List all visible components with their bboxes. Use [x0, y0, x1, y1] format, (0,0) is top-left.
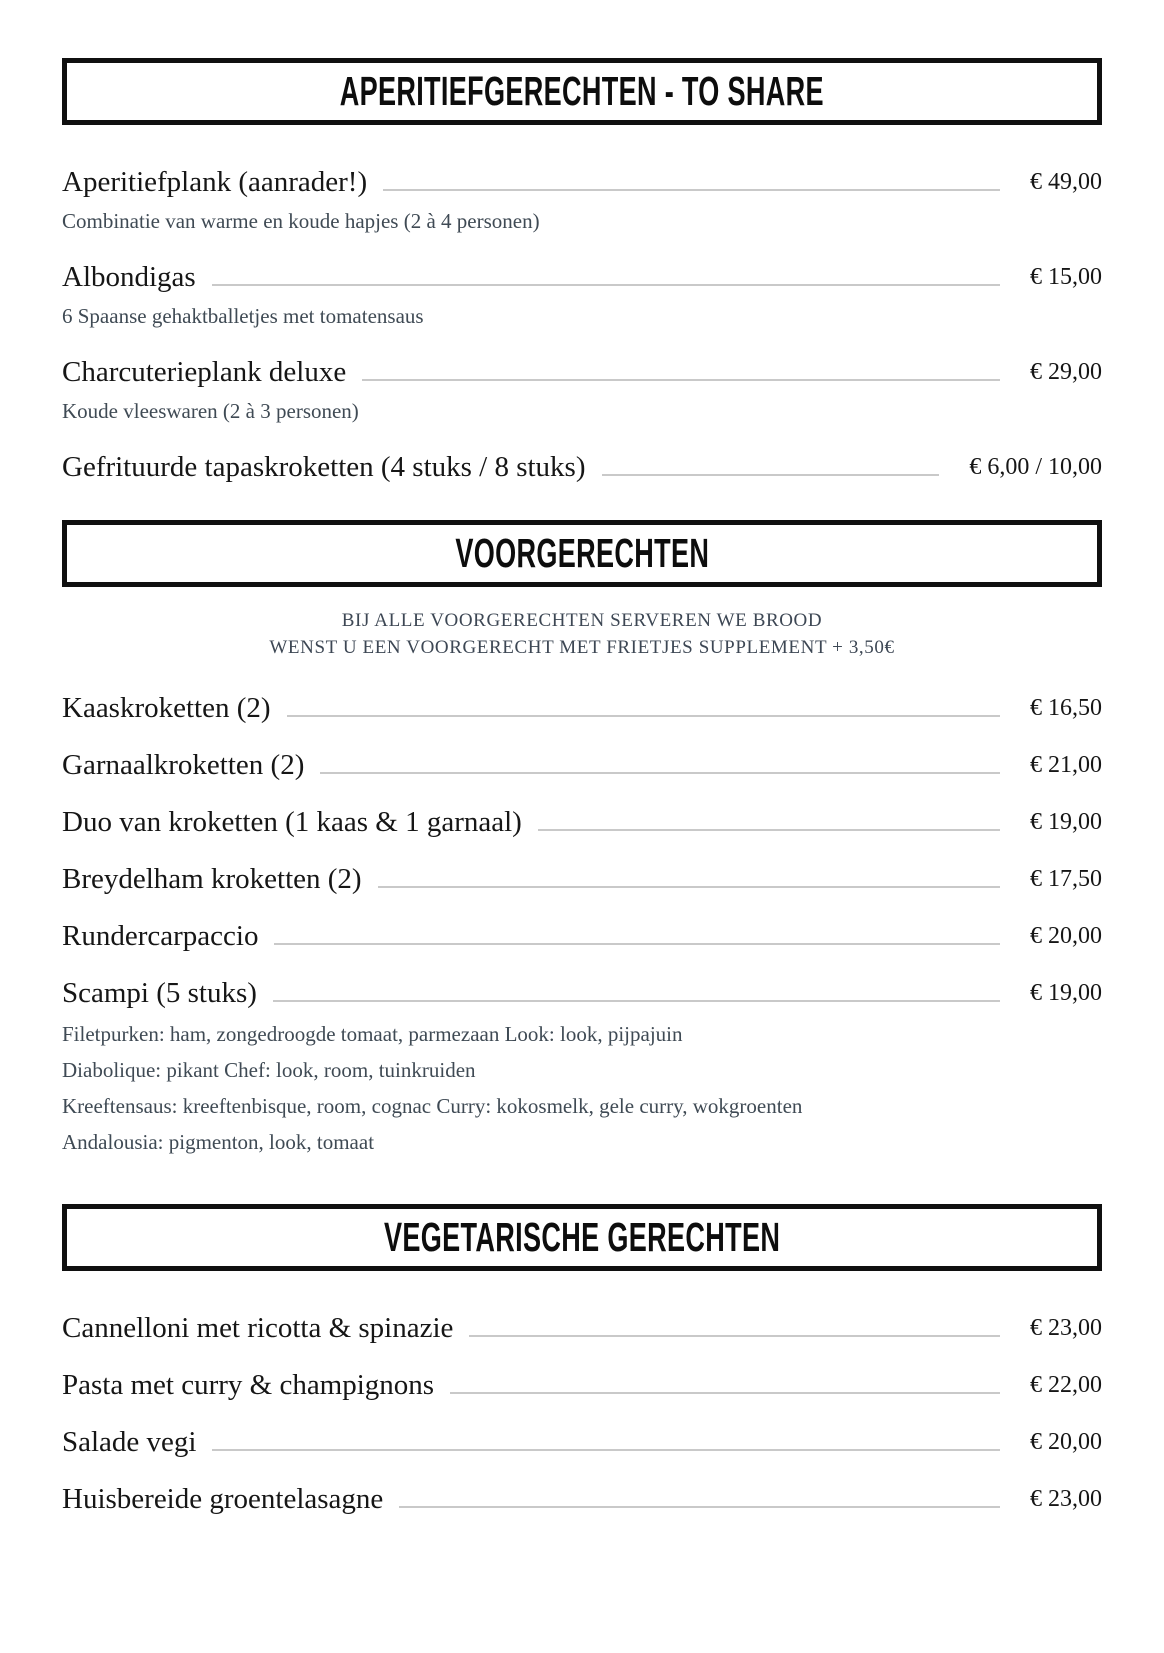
- item-name: Pasta met curry & champignons: [62, 1369, 435, 1401]
- item-name: Huisbereide groentelasagne: [62, 1483, 384, 1515]
- section-header-box: [62, 58, 1102, 125]
- item-description: Diabolique: pikant Chef: look, room, tuinkruiden: [62, 1058, 476, 1082]
- item-price: € 21,00: [1030, 752, 1102, 778]
- item-price: € 20,00: [1030, 923, 1102, 949]
- item-price: € 23,00: [1030, 1315, 1102, 1341]
- item-name: Breydelham kroketten (2): [62, 863, 362, 895]
- item-row: [62, 1478, 1102, 1520]
- section-title: VOORGERECHTEN: [455, 530, 709, 576]
- item-price: € 20,00: [1030, 1429, 1102, 1455]
- menu-item: [62, 687, 1102, 729]
- leader-line: [320, 772, 1000, 774]
- leader-line: [602, 474, 940, 476]
- leader-line: [273, 1000, 1000, 1002]
- section-header-box: [62, 1204, 1102, 1271]
- item-price: € 29,00: [1030, 359, 1102, 385]
- section-header-box: [62, 520, 1102, 587]
- leader-line: [378, 886, 1000, 888]
- item-row: [62, 1307, 1102, 1349]
- item-row: [62, 915, 1102, 957]
- item-row: [62, 1421, 1102, 1463]
- section-title: VEGETARISCHE GERECHTEN: [383, 1214, 781, 1260]
- menu-item: [62, 351, 1102, 428]
- item-description: Koude vleeswaren (2 à 3 personen): [62, 399, 359, 423]
- item-price: € 17,50: [1030, 866, 1102, 892]
- menu-item: [62, 1307, 1102, 1349]
- menu-item: [62, 1478, 1102, 1520]
- section-notes: [62, 607, 1102, 661]
- leader-line: [274, 943, 1000, 945]
- section-vegetarische-gerechten: [62, 1204, 1102, 1520]
- item-row: [62, 801, 1102, 843]
- item-price: € 49,00: [1030, 169, 1102, 195]
- item-price: € 15,00: [1030, 264, 1102, 290]
- item-price: € 16,50: [1030, 695, 1102, 721]
- item-name: Garnaalkroketten (2): [62, 749, 305, 781]
- item-name: Aperitiefplank (aanrader!): [62, 166, 368, 198]
- item-row: [62, 744, 1102, 786]
- item-row: [62, 687, 1102, 729]
- item-description: Andalousia: pigmenton, look, tomaat: [62, 1130, 375, 1154]
- item-description: Kreeftensaus: kreeftenbisque, room, cognac Curry: kokosmelk, gele curry, wokgroenten: [62, 1094, 803, 1118]
- menu-item: [62, 1421, 1102, 1463]
- section-items: [62, 1307, 1102, 1520]
- item-price: € 6,00 / 10,00: [969, 454, 1102, 480]
- item-price: € 22,00: [1030, 1372, 1102, 1398]
- item-price: € 19,00: [1030, 809, 1102, 835]
- section-aperitiefgerechten: [62, 58, 1102, 488]
- item-row: [62, 161, 1102, 203]
- item-row: [62, 256, 1102, 298]
- section-title: APERITIEFGERECHTEN - TO SHARE: [339, 68, 825, 114]
- item-name: Cannelloni met ricotta & spinazie: [62, 1312, 454, 1344]
- item-description: Combinatie van warme en koude hapjes (2 à 4 personen): [62, 209, 540, 233]
- leader-line: [212, 284, 1000, 286]
- item-price: € 23,00: [1030, 1486, 1102, 1512]
- menu-item: [62, 1364, 1102, 1406]
- item-description: Filetpurken: ham, zongedroogde tomaat, parmezaan Look: look, pijpajuin: [62, 1022, 683, 1046]
- note-line: BIJ ALLE VOORGERECHTEN SERVEREN WE BROOD: [341, 610, 823, 631]
- item-name: Duo van kroketten (1 kaas & 1 garnaal): [62, 806, 522, 838]
- item-name: Scampi (5 stuks): [62, 977, 257, 1009]
- menu-item: [62, 161, 1102, 238]
- leader-line: [287, 715, 1000, 717]
- leader-line: [538, 829, 1000, 831]
- menu-item: [62, 915, 1102, 957]
- leader-line: [469, 1335, 1000, 1337]
- section-items: [62, 687, 1102, 1160]
- item-name: Charcuterieplank deluxe: [62, 356, 347, 388]
- leader-line: [450, 1392, 1000, 1394]
- leader-line: [212, 1449, 1000, 1451]
- item-row: [62, 1364, 1102, 1406]
- item-row: [62, 858, 1102, 900]
- leader-line: [399, 1506, 1000, 1508]
- item-name: Albondigas: [62, 261, 196, 293]
- item-row: [62, 351, 1102, 393]
- item-price: € 19,00: [1030, 980, 1102, 1006]
- item-description: 6 Spaanse gehaktballetjes met tomatensaus: [62, 304, 424, 328]
- item-description-block: [62, 1017, 1102, 1160]
- menu-item: [62, 858, 1102, 900]
- item-row: [62, 446, 1102, 488]
- leader-line: [383, 189, 1000, 191]
- section-items: [62, 161, 1102, 488]
- menu-item: [62, 801, 1102, 843]
- item-name: Kaaskroketten (2): [62, 692, 271, 724]
- menu-item: [62, 446, 1102, 488]
- note-line: WENST U EEN VOORGERECHT MET FRIETJES SUPPLEMENT + 3,50€: [269, 637, 895, 658]
- item-name: Gefrituurde tapaskroketten (4 stuks / 8 stuks): [62, 451, 586, 483]
- menu-item: [62, 744, 1102, 786]
- section-voorgerechten: [62, 520, 1102, 1160]
- item-name: Rundercarpaccio: [62, 920, 259, 952]
- menu-item: [62, 972, 1102, 1160]
- item-name: Salade vegi: [62, 1426, 197, 1458]
- item-row: [62, 972, 1102, 1014]
- leader-line: [362, 379, 1000, 381]
- menu-item: [62, 256, 1102, 333]
